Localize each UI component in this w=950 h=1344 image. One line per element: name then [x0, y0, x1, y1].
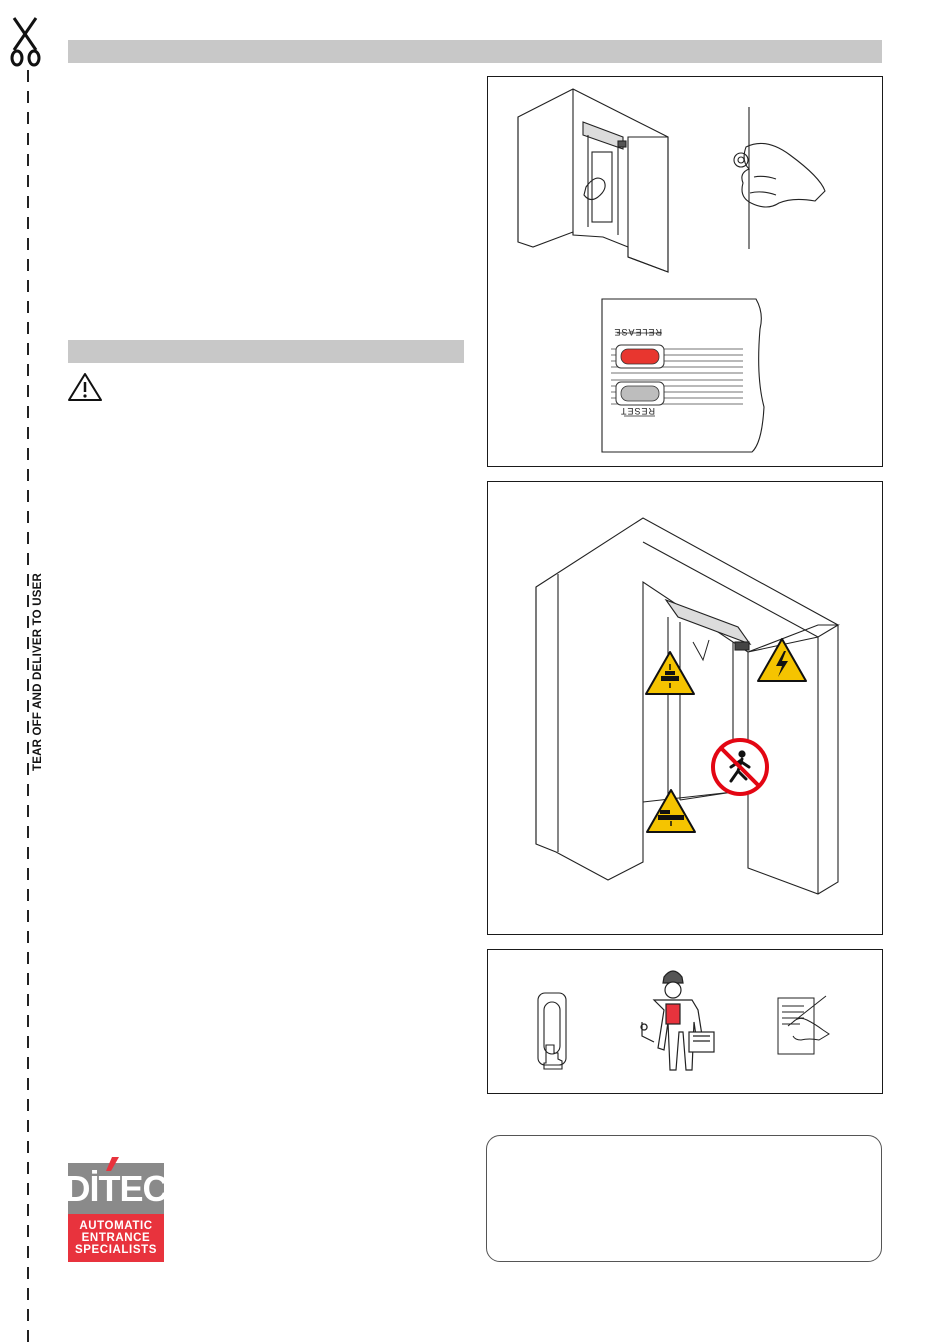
- logo-line-2: ENTRANCE: [81, 1232, 151, 1244]
- tear-off-line: [0, 0, 60, 1344]
- crush-hazard-icon: [646, 652, 694, 694]
- reset-label: RESET: [619, 406, 655, 416]
- pushbutton-press-illustration: [538, 993, 566, 1069]
- key-release-illustration: [734, 107, 825, 249]
- figure-panel-hazards: [487, 481, 883, 935]
- release-button[interactable]: [616, 345, 664, 368]
- tear-off-instruction: TEAR OFF AND DELIVER TO USER: [32, 573, 44, 771]
- figure-panel-release: [487, 76, 883, 467]
- door-frame-illustration: [518, 89, 668, 272]
- scissors-icon: [12, 18, 39, 65]
- ditec-logo: [64, 1163, 168, 1262]
- control-panel-illustration: [602, 299, 764, 452]
- installer-stamp-box: [486, 1135, 882, 1262]
- warning-triangle-icon: [66, 371, 104, 403]
- release-label: RELEASE: [613, 327, 662, 337]
- no-pedestrian-icon: [713, 740, 767, 794]
- technician-illustration: [641, 971, 714, 1070]
- logo-line-3: SPECIALISTS: [74, 1244, 157, 1256]
- maintenance-log-illustration: [778, 996, 829, 1054]
- logo-wordmark: DİTEC: [64, 1167, 168, 1209]
- section-header-bar-left: [68, 340, 464, 363]
- section-header-bar-top: [68, 40, 882, 63]
- figure-panel-maintenance: [487, 949, 883, 1094]
- crush-hazard-icon: [647, 790, 695, 832]
- door-installation-illustration: [536, 518, 838, 894]
- reset-button[interactable]: [616, 382, 664, 405]
- logo-accent-mark: [106, 1157, 120, 1173]
- logo-line-1: AUTOMATIC: [79, 1220, 153, 1232]
